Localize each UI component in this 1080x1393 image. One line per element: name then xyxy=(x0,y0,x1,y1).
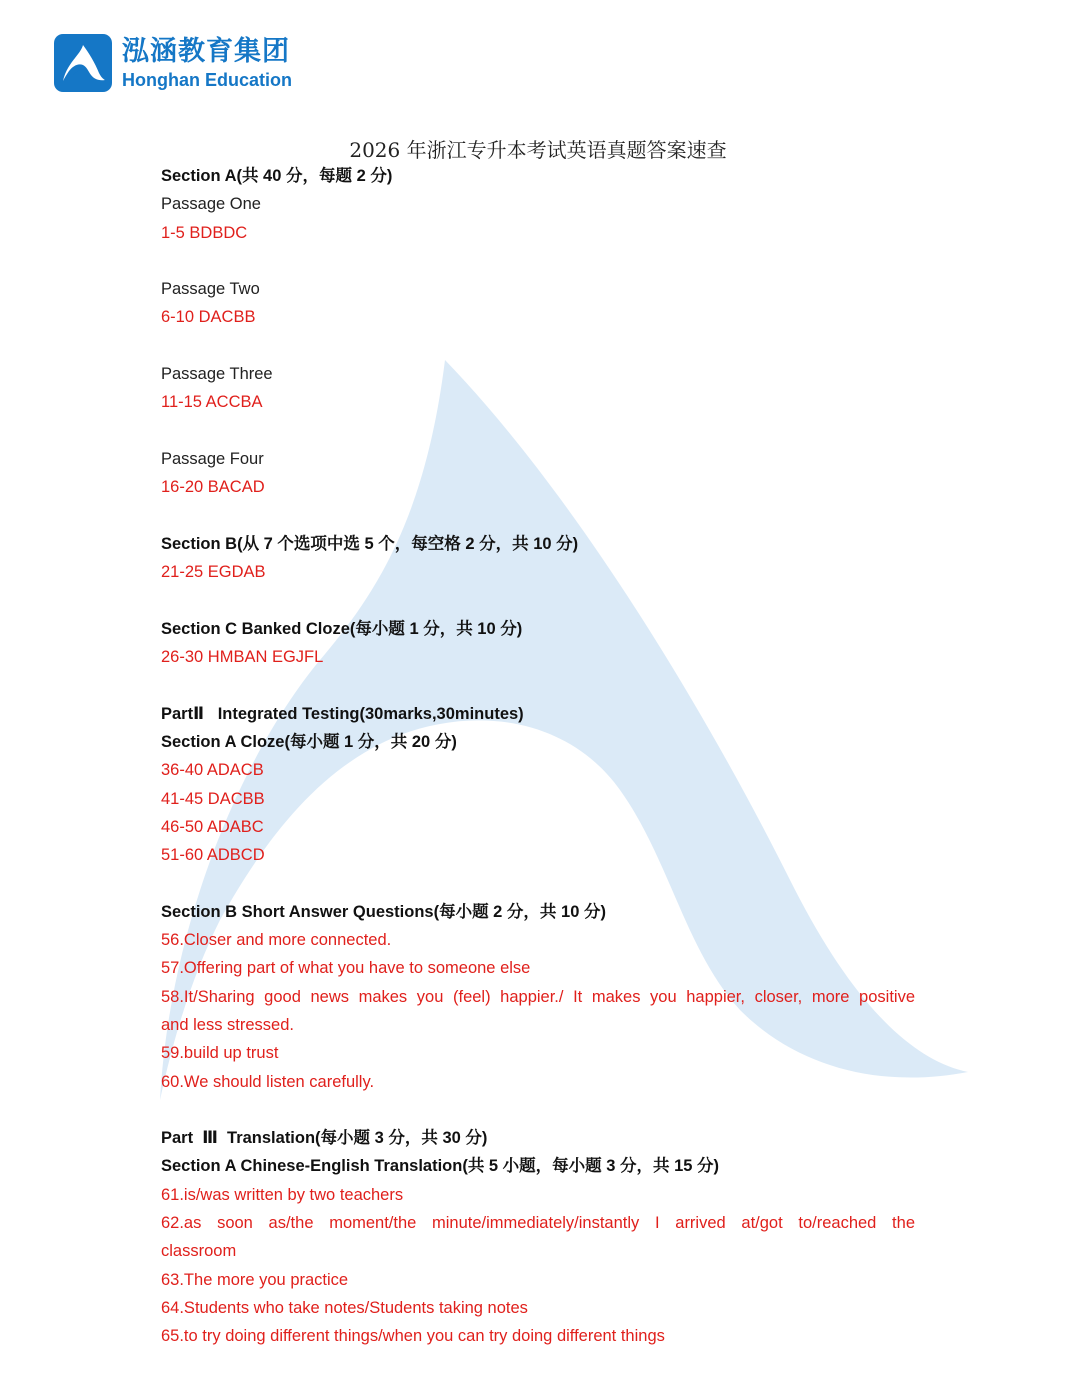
passage-one-answer: 1-5 BDBDC xyxy=(161,223,248,242)
passage-four-label: Passage Four xyxy=(161,449,264,468)
document-title: 2026 年浙江专升本考试英语真题答案速查 xyxy=(349,138,727,162)
cloze-answer-41-45: 41-45 DACBB xyxy=(161,789,265,808)
short-answer-58: 58.It/Sharing good news makes you (feel) happier./ It makes you happier, closer, more positive xyxy=(161,987,915,1006)
part1-section-b-answer: 21-25 EGDAB xyxy=(161,563,266,582)
passage-three-answer: 11-15 ACCBA xyxy=(161,393,263,412)
spacer xyxy=(161,417,915,445)
passage-four-answer: 16-20 BACAD xyxy=(161,478,265,497)
shark-fin-icon xyxy=(54,34,112,92)
brand-name-en: Honghan Education xyxy=(122,69,292,90)
translation-answer-65: 65.to try doing different things/when you can try doing different things xyxy=(161,1327,665,1346)
part3-section-a-heading: Section A Chinese-English Translation(共 5 小题，每小题 3 分，共 15 分) xyxy=(161,1157,720,1176)
spacer xyxy=(161,869,915,897)
spacer xyxy=(161,586,915,614)
translation-answer-61: 61.is/was written by two teachers xyxy=(161,1185,404,1204)
passage-two-answer: 6-10 DACBB xyxy=(161,308,256,327)
part3-heading: Part Ⅲ Translation(每小题 3 分，共 30 分) xyxy=(161,1129,488,1148)
passage-two-label: Passage Two xyxy=(161,280,260,299)
passage-one-label: Passage One xyxy=(161,195,261,214)
short-answer-58-continued: and less stressed. xyxy=(161,1015,294,1034)
spacer xyxy=(161,671,915,699)
cloze-answer-36-40: 36-40 ADACB xyxy=(161,761,264,780)
part1-section-c-answer: 26-30 HMBAN EGJFL xyxy=(161,648,324,667)
short-answer-59: 59.build up trust xyxy=(161,1044,279,1063)
part1-section-b-heading: Section B(从 7 个选项中选 5 个，每空格 2 分，共 10 分) xyxy=(161,534,579,553)
passage-three-label: Passage Three xyxy=(161,365,273,384)
part2-section-a-heading: Section A Cloze(每小题 1 分，共 20 分) xyxy=(161,732,457,751)
cloze-answer-46-50: 46-50 ADABC xyxy=(161,817,264,836)
part2-heading: PartⅡ Integrated Testing(30marks,30minutes) xyxy=(161,704,524,723)
translation-answer-62: 62.as soon as/the moment/the minute/immediately/instantly I arrived at/got to/reached the xyxy=(161,1213,915,1232)
short-answer-60: 60.We should listen carefully. xyxy=(161,1072,375,1091)
translation-answer-63: 63.The more you practice xyxy=(161,1270,349,1289)
part1-section-a-heading: Section A(共 40 分，每题 2 分) xyxy=(161,167,393,185)
spacer xyxy=(161,502,915,530)
answer-sheet xyxy=(161,162,915,1350)
part1-section-c-heading: Section C Banked Cloze(每小题 1 分，共 10 分) xyxy=(161,619,523,638)
brand-name-cn: 泓涵教育集团 xyxy=(122,35,290,66)
translation-answer-64: 64.Students who take notes/Students taking notes xyxy=(161,1298,528,1317)
spacer xyxy=(161,1096,915,1124)
translation-answer-62-continued: classroom xyxy=(161,1242,237,1261)
spacer xyxy=(161,332,915,360)
spacer xyxy=(161,247,915,275)
brand-logo xyxy=(54,34,292,92)
part2-section-b-heading: Section B Short Answer Questions(每小题 2 分，共 10 分) xyxy=(161,902,606,921)
cloze-answer-51-60: 51-60 ADBCD xyxy=(161,846,265,865)
short-answer-57: 57.Offering part of what you have to someone else xyxy=(161,959,531,978)
short-answer-56: 56.Closer and more connected. xyxy=(161,931,392,950)
